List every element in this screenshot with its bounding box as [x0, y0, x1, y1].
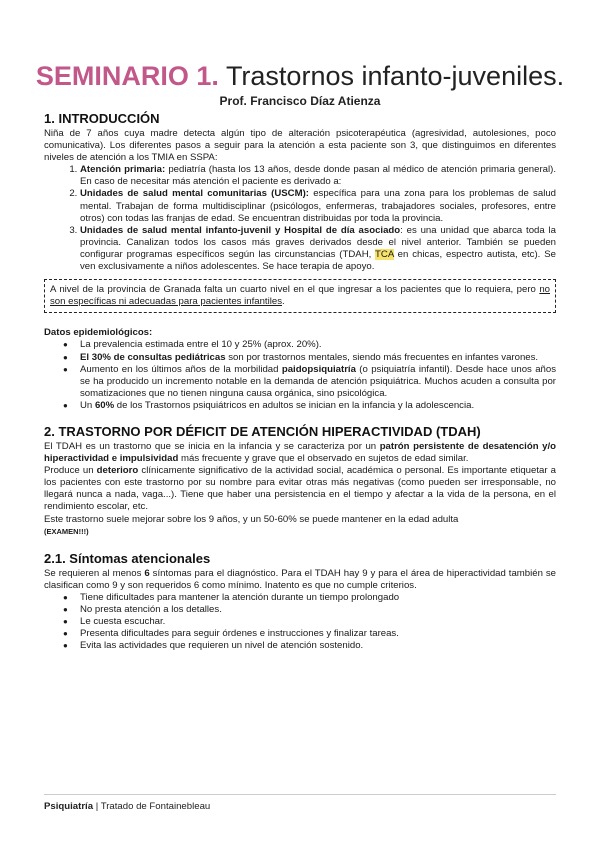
list-item: ● Tiene dificultades para mantener la atención durante un tiempo prolongado [80, 592, 556, 604]
list-item: ● La prevalencia estimada entre el 10 y 25% (aprox. 20%). [80, 339, 556, 351]
author: Prof. Francisco Díaz Atienza [219, 94, 381, 108]
list-item: ● Un 60% de los Trastornos psiquiátricos en adultos se inician en la infancia y la adolescencia. [80, 400, 556, 412]
list-item: ● Evita las actividades que requieren un nivel de atención sostenido. [80, 640, 556, 652]
tdah-paragraph-3: Este trastorno suele mejorar sobre los 9 años, y un 50-60% se puede mantener en la edad adulta (EXAMEN!!!) [44, 513, 459, 536]
exam-tag: (EXAMEN!!!) [44, 526, 89, 536]
epi-list [44, 339, 556, 412]
note-box: A nivel de la provincia de Granada falta un cuarto nivel en el que ingresar a los pacientes que lo requiera, pero no son específicas ni adecuadas para pacientes infantiles. [44, 279, 556, 313]
list-item: 2. Unidades de salud mental comunitarias (USCM): específica para una zona para los problemas de salud mental. Trabajan de forma multidisciplinar (psicólogos, enfermeras, trabajadores sociales, profesores, entre otros) con todas las franjas de edad. Se encuentran distribuidas por toda la provincia. [80, 188, 556, 224]
page-title [0, 60, 600, 92]
list-item: ● El 30% de consultas pediátricas son por trastornos mentales, siendo más frecuentes en infantes varones. [80, 352, 556, 364]
tdah-paragraph-2: Produce un deterioro clínicamente significativo de la actividad social, académica o personal. Es importante etiquetar a los pacientes con este trastorno por su nombre para evitar otras más negativas (como pueden ser irresponsable, no llegará nunca a nada, vaga...). Tiene que haber una persistencia en el tiempo y afectar a la vida de la persona, en el rendimiento escolar, etc. [44, 465, 556, 513]
section-heading-tdah: 2. TRASTORNO POR DÉFICIT DE ATENCIÓN HIPERACTIVIDAD (TDAH) [44, 423, 481, 439]
tdah-paragraph-1: El TDAH es un trastorno que se inicia en la infancia y se caracteriza por un patrón persistente de desatención y/o hiperactividad e impulsividad más frecuente y grave que el observado en sujetos de edad similar. [44, 440, 556, 465]
intro-paragraph: Niña de 7 años cuya madre detecta algún tipo de alteración psicoterapéutica (agresividad, autolesiones, poco comunicativa). Los diferentes pasos a seguir para la atención a esta paciente son 3, que distinguimos en diferentes niveles de atención a los TMIA en SSPA: [44, 128, 556, 164]
title-prefix: SEMINARIO 1. [35, 61, 219, 91]
list-item: 1. Atención primaria: pediatría (hasta los 13 años, desde donde pasan al médico de atención primaria general). En caso de necesitar más atención el paciente es derivado a: [80, 164, 556, 188]
epi-heading: Datos epidemiológicos: [44, 327, 153, 339]
highlight-tca: TCA [375, 248, 394, 260]
section-heading-introduccion: 1. INTRODUCCIÓN [44, 111, 160, 126]
list-item: ● Le cuesta escuchar. [80, 616, 556, 628]
care-levels-list [44, 164, 556, 273]
footer-divider [44, 794, 556, 795]
title-text: Trastornos infanto-juveniles. [225, 61, 565, 91]
sintomas-list [44, 592, 556, 652]
list-item: ● Aumento en los últimos años de la morbilidad paidopsiquiatría (o psiquiatría infantil). Desde hace unos años se ha producido un incremento notable en la demanda de atención psiquiátrica. Muchos acuden a consulta por somatizaciones que no tienen ninguna causa orgánica, sino psicológica. [80, 364, 556, 400]
list-item: ● No presta atención a los detalles. [80, 604, 556, 616]
list-item: 3. Unidades de salud mental infanto-juvenil y Hospital de día asociado: es una unidad que abarca toda la provincia. Canalizan todos los casos más graves derivados desde el nivel anterior. También se pueden configurar programas específicos según las circunstancias (TDAH, TCA en chicas, espectro autista, etc). Se ven exclusivamente a niños adolescentes. Se hace terapia de apoyo. [80, 225, 556, 273]
list-item: ● Presenta dificultades para seguir órdenes e instrucciones y finalizar tareas. [80, 628, 556, 640]
footer: Psiquiatría | Tratado de Fontainebleau [44, 801, 211, 812]
content [44, 111, 556, 652]
subsection-heading-sintomas: 2.1. Síntomas atencionales [44, 550, 211, 566]
sintomas-paragraph: Se requieren al menos 6 síntomas para el diagnóstico. Para el TDAH hay 9 y para el área de hiperactividad también se clasifican como 9 y son requeridos 6 como mínimo. Inatento es que no cumple criterios. [44, 567, 556, 591]
